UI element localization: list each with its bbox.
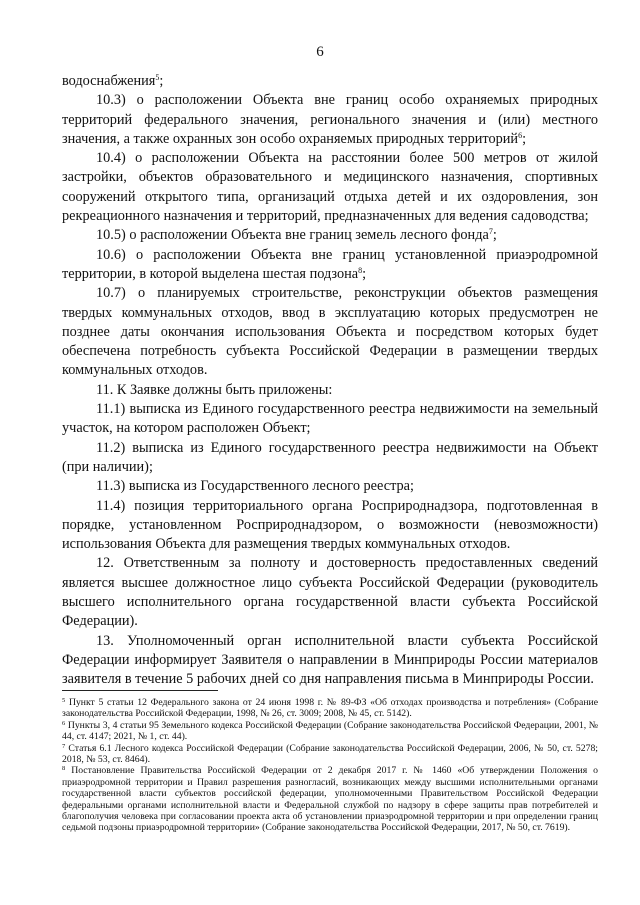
document-body [62,72,598,690]
paragraph-11-1: 11.1) выписка из Единого государственного реестра недвижимости на земельный участок, на котором расположен Объект; [62,401,598,437]
footnote-mark: 8 [62,765,66,773]
footnote-ref-6[interactable]: 6 [518,130,523,140]
paragraph-10-3: 10.3) о расположении Объекта вне границ особо охраняемых природных территорий федерального значения, регионального значения и (или) местного значения, а также охранных зон особо охраняемых природных территорий$^6$; [62,92,598,147]
paragraph-11-2: 11.2) выписка из Единого государственного реестра недвижимости на Объект (при наличии); [62,439,598,475]
footnote-ref-5[interactable]: 5 [155,73,160,82]
paragraph-12: 12. Ответственным за полноту и достоверность предоставленных сведений является высшее должностное лицо субъекта Российской Федерации (руководитель высшего исполнительного органа государственной власти субъекта Российской Федерации). [62,555,598,630]
paragraph-10-6: 10.6) о расположении Объекта вне границ установленной приаэродромной территории, в которой выделена шестая подзона$^8$; [62,246,598,282]
page-number: 6 [316,44,324,60]
footnote-8: $^8$ Постановление Правительства Российской Федерации от 2 декабря 2017 г. № 1460 «Об утверждении Положения о приаэродромной территории и Правил разрешения разногласий, возникающих между высшими исполнительными органами государственной власти субъектов российской федерации, уполномоченными Правительством Российской Федерации федеральными органами исполнительной власти и Федеральной службой по надзору в сфере защиты прав потребителей и благополучия человека при согласовании проекта акта об установлении приаэродромной территории и при определении границ седьмой подзоны приаэродромной территории» (Собрание законодательства Российской Федерации, 2017, № 50, ст. 7619). [62,765,598,834]
paragraph-13: 13. Уполномоченный орган исполнительной власти субъекта Российской Федерации информирует Заявителя о направлении в Минприроды России материалов заявителя в течение 5 рабочих дней со дня направления письма в Минприроды России. [62,632,598,688]
footnote-ref-7[interactable]: 7 [488,227,493,237]
footnote-divider [62,690,218,691]
footnote-5: $^5$ Пункт 5 статьи 12 Федерального закона от 24 июня 1998 г. № 89-ФЗ «Об отходах производства и потребления» (Собрание законодательства Российской Федерации, 1998, № 26, ст. 3009; 2008, № 45, ст. 5142). [62,697,598,720]
footnote-mark: 6 [62,719,66,727]
footnote-7: $^7$ Статья 6.1 Лесного кодекса Российской Федерации (Собрание законодательства Российской Федерации, 2006, № 50, ст. 5278; 2018, № 53, ст. 8464). [62,742,598,766]
footnote-mark: 7 [62,742,66,750]
footnote-6: $^6$ Пункты 3, 4 статьи 95 Земельного кодекса Российской Федерации (Собрание законодательства Российской Федерации, 2001, № 44, ст. 4147; 2021, № 1, ст. 44). [62,719,598,743]
paragraph-10-5: 10.5) о расположении Объекта вне границ земель лесного фонда$^7$; [96,227,497,244]
footnote-ref-8[interactable]: 8 [358,265,363,275]
paragraph-11-3: 11.3) выписка из Государственного лесного реестра; [96,478,414,495]
paragraph-11-4: 11.4) позиция территориального органа Росприроднадзора, подготовленная в порядке, установленном Росприроднадзором, о возможности (невозможности) использования Объекта для размещения твердых коммунальных отходов. [62,497,598,553]
paragraph-10-7: 10.7) о планируемых строительстве, реконструкции объектов размещения твердых коммунальных отходов, ввод в эксплуатацию которых предусмотрен не позднее даты окончания использования Объекта и посредством которых будет обеспечена потребность субъекта Российской Федерации в размещении твердых коммунальных отходов. [62,285,598,379]
footnote-mark: 5 [62,697,66,704]
paragraph-11: 11. К Заявке должны быть приложены: [96,381,333,398]
paragraph-continuation: водоснабжения$^5$; [62,73,164,89]
paragraph-10-4: 10.4) о расположении Объекта на расстоянии более 500 метров от жилой застройки, объектов образовательного и медицинского назначения, спортивных сооружений открытого типа, организаций отдыха детей и их оздоровления, зон рекреационного назначения и территорий, предназначенных для ведения садоводства; [62,150,598,225]
footnotes [62,697,598,834]
